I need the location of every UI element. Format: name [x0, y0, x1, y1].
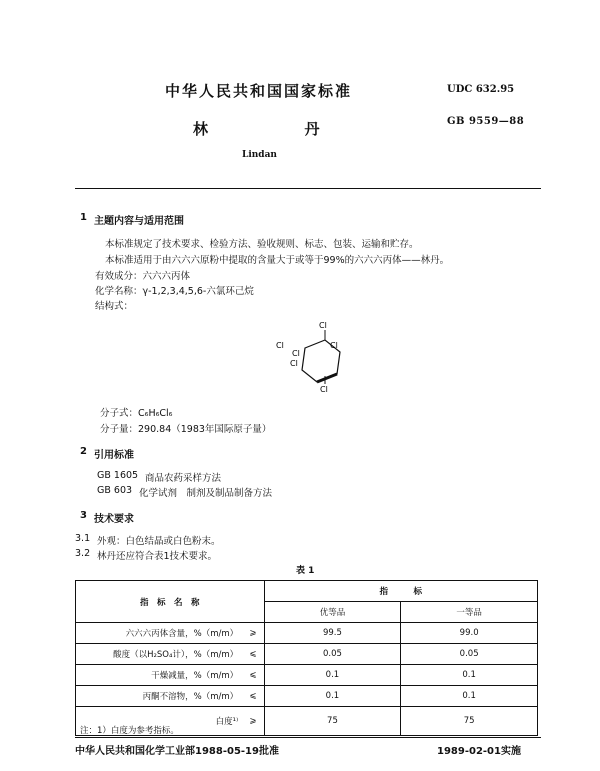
item-3-2: 林丹还应符合表1技术要求。 — [97, 551, 218, 562]
row-second: 0.1 — [401, 665, 538, 686]
cl-label-inner-2: Cl — [290, 359, 298, 368]
ref-code-1: GB 1605 — [97, 470, 139, 481]
effective-date: 1989-02-01实施 — [437, 746, 521, 757]
row-op: ⩽ — [242, 686, 264, 707]
col-index-header: 指 标 — [264, 581, 537, 602]
item-3-2-num: 3.2 — [75, 548, 91, 559]
cl-label-top: Cl — [319, 321, 327, 330]
table-row — [76, 665, 538, 686]
row-second: 99.0 — [401, 623, 538, 644]
section3-num: 3 — [80, 510, 87, 521]
row-first: 0.05 — [264, 644, 401, 665]
col-first-grade: 优等品 — [264, 602, 401, 623]
standard-title: 中华人民共和国国家标准 — [165, 82, 353, 100]
row-op: ⩾ — [242, 707, 264, 736]
item-3-1-num: 3.1 — [75, 533, 91, 544]
molecular-formula: 分子式：C₆H₆Cl₆ — [100, 408, 173, 419]
cl-label-left: Cl — [276, 341, 284, 350]
row-name: 酸度（以H₂SO₄计），%（m/m） — [76, 644, 243, 665]
row-op: ⩾ — [242, 623, 264, 644]
section1-line-4: 化学名称：γ-1,2,3,4,5,6-六氯环己烷 — [95, 286, 254, 297]
ref-code-2: GB 603 — [97, 485, 133, 496]
col-second-grade: 一等品 — [401, 602, 538, 623]
section1-line-5: 结构式： — [95, 301, 134, 312]
table-row — [76, 644, 538, 665]
table-caption: 表 1 — [296, 566, 315, 576]
section2-heading: 引用标准 — [94, 450, 134, 461]
cl-label-bottom: Cl — [320, 385, 328, 394]
product-name-char-1: 林 — [193, 120, 209, 138]
row-op: ⩽ — [242, 644, 264, 665]
row-second: 0.1 — [401, 686, 538, 707]
table-note: 注：1）白度为参考指标。 — [80, 726, 179, 736]
section1-line-2: 本标准适用于由六六六原粉中提取的含量大于或等于99%的六六六丙体——林丹。 — [105, 255, 450, 266]
row-first: 0.1 — [264, 665, 401, 686]
row-name: 干燥减量，%（m/m） — [76, 665, 243, 686]
molecular-weight: 分子量：290.84（1983年国际原子量） — [100, 424, 272, 435]
cl-label-inner-1: Cl — [292, 349, 300, 358]
table-row — [76, 686, 538, 707]
approval-line: 中华人民共和国化学工业部1988-05-19批准 — [75, 746, 279, 757]
ref-title-1: 商品农药采样方法 — [145, 473, 222, 484]
section1-line-1: 本标准规定了技术要求、检验方法、验收规则、标志、包装、运输和贮存。 — [105, 239, 419, 250]
row-name: 六六六丙体含量，%（m/m） — [76, 623, 243, 644]
row-op: ⩽ — [242, 665, 264, 686]
item-3-1: 外观：白色结晶或白色粉末。 — [97, 536, 221, 547]
section1-heading: 主题内容与适用范围 — [94, 216, 184, 227]
udc-code: UDC 632.95 — [447, 84, 515, 95]
bold-bond — [317, 374, 337, 382]
section2-num: 2 — [80, 446, 87, 457]
row-second: 0.05 — [401, 644, 538, 665]
gb-number: GB 9559—88 — [447, 116, 525, 127]
col-name-header: 指 标 名 称 — [76, 581, 265, 623]
product-name-char-2: 丹 — [304, 120, 320, 138]
ref-title-2: 化学试剂 制剂及制品制备方法 — [139, 488, 273, 499]
row-name: 丙酮不溶物，%（m/m） — [76, 686, 243, 707]
header-divider — [75, 188, 541, 189]
section1-num: 1 — [80, 212, 87, 223]
footer-divider — [75, 737, 541, 738]
row-first: 99.5 — [264, 623, 401, 644]
row-second: 75 — [401, 707, 538, 736]
product-name-en: Lindan — [242, 150, 277, 160]
product-name-zh — [193, 118, 320, 139]
row-first: 75 — [264, 707, 401, 736]
table-row — [76, 623, 538, 644]
spec-table — [75, 580, 538, 736]
row-name: 白度¹⁾ — [76, 707, 243, 736]
structural-formula — [270, 318, 370, 398]
table-header-row — [76, 581, 538, 602]
section1-line-3: 有效成分：六六六丙体 — [95, 271, 191, 282]
section3-heading: 技术要求 — [94, 514, 134, 525]
cl-label-right: Cl — [330, 341, 338, 350]
row-first: 0.1 — [264, 686, 401, 707]
